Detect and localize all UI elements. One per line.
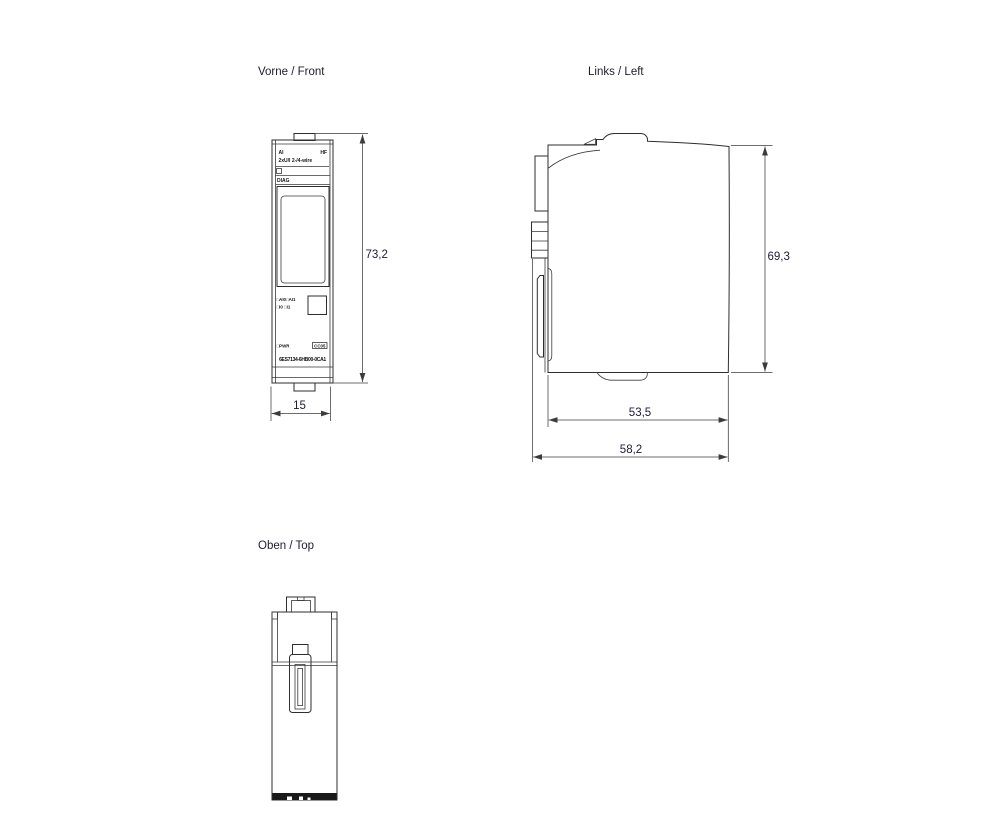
front-view-title: Vorne / Front xyxy=(258,66,325,78)
left-slat-lines xyxy=(532,232,549,251)
front-print-pwr: □PWR xyxy=(276,343,290,349)
front-bottom-tab xyxy=(294,383,315,391)
top-corner-right xyxy=(332,612,338,619)
left-view-title: Links / Left xyxy=(588,66,644,78)
left-top-contour xyxy=(549,150,601,168)
left-bottom-latch xyxy=(597,373,647,381)
top-view-title: Oben / Top xyxy=(258,540,315,552)
front-print-led-row1: □AI0□AI1 xyxy=(276,297,296,302)
left-upper-connector xyxy=(535,156,548,211)
top-clip-notch xyxy=(298,597,305,601)
left-latch-triangle xyxy=(584,139,596,145)
front-view xyxy=(258,66,388,421)
top-terminal-notch-3 xyxy=(308,798,311,801)
front-window-outer xyxy=(277,187,329,287)
front-window-inner xyxy=(281,196,325,283)
left-bus-connector xyxy=(537,276,543,358)
top-clip-inner xyxy=(292,601,311,613)
front-dim-width xyxy=(271,387,331,422)
top-slot-tab xyxy=(293,645,309,655)
top-slot-inner xyxy=(295,665,305,710)
front-print-article: 6ES7134-6HB00-0CA1 xyxy=(279,357,326,363)
top-slot-innermost xyxy=(298,669,303,706)
left-inner-strip xyxy=(549,269,552,362)
front-dim-width-label: 15 xyxy=(293,400,306,412)
top-divider-lines xyxy=(272,662,337,666)
front-diag-led-square xyxy=(277,169,282,174)
front-dim-height xyxy=(315,134,388,384)
front-print-type-sub: 2xU/I 2-/4-wire xyxy=(278,158,313,164)
left-dim-depth-outer xyxy=(533,259,728,462)
front-print-type-right: HF xyxy=(320,150,327,156)
left-dim-height-label: 69,3 xyxy=(767,251,790,263)
front-print-led-row2: □I0 □I1 xyxy=(276,304,291,310)
front-print-diag: DIAG xyxy=(277,178,290,184)
top-view xyxy=(258,540,337,800)
front-top-tab xyxy=(294,134,315,141)
left-dim-height xyxy=(731,146,790,373)
left-dim-depth-inner-label: 53,5 xyxy=(628,407,652,419)
top-corner-left xyxy=(272,612,278,619)
top-terminal-notch-1 xyxy=(287,797,292,801)
top-terminal-notch-2 xyxy=(299,797,303,801)
top-slot-outer xyxy=(290,655,312,713)
front-dim-height-label: 73,2 xyxy=(365,249,388,261)
front-print-type-left: AI xyxy=(278,150,284,156)
front-bottom-lines xyxy=(272,367,333,378)
front-release-button xyxy=(308,296,327,315)
left-view xyxy=(532,66,790,462)
left-dim-depth-outer-label: 58,2 xyxy=(619,444,643,456)
top-terminal-bar xyxy=(273,793,337,800)
left-body-outline xyxy=(548,134,729,373)
left-slat-block xyxy=(532,222,549,258)
front-print-code: CC05 xyxy=(314,343,326,349)
top-body-outline xyxy=(272,612,337,800)
